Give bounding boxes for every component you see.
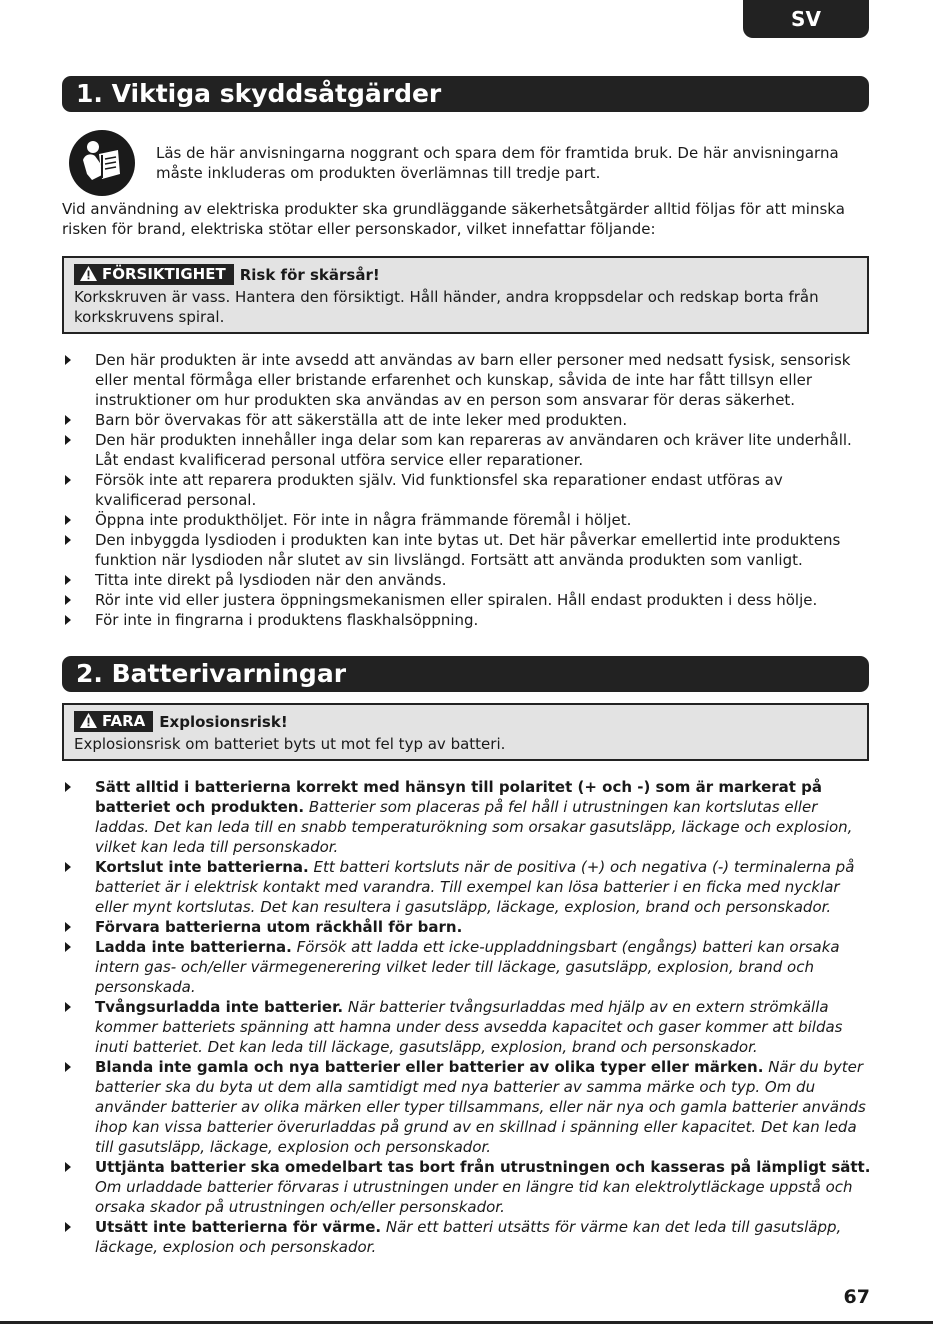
warning-triangle-icon	[80, 713, 97, 728]
list-item	[62, 470, 874, 510]
list-item	[62, 530, 874, 570]
list-item	[62, 590, 874, 610]
list-item-italic: Ett batteri kortsluts när de positiva (+) och negativa (-) terminalerna på batteriet är i elektrisk kontakt med varandra. Till exempel kan lösa batterier i en ficka med nycklar eller mynt kortslutas. Det kan resultera i gasutsläpp, läckage, explosion, brand och personskador.	[95, 858, 855, 916]
bullet-icon	[65, 535, 71, 545]
list-item-italic: När ett batteri utsätts för värme kan det leda till gasutsläpp, läckage, explosion och personskador.	[95, 1218, 842, 1256]
intro-text: Läs de här anvisningarna noggrant och spara dem för framtida bruk. De här anvisningarna måste inkluderas om produkten överlämnas till tredje part.	[156, 144, 839, 182]
bullet-icon	[65, 782, 71, 792]
bullet-icon	[65, 435, 71, 445]
caution-text: Korkskruven är vass. Hantera den försiktigt. Håll händer, andra kroppsdelar och redskap borta från korkskruvens spiral.	[74, 288, 819, 326]
list-item-text: Öppna inte produkthöljet. För inte in några främmande föremål i höljet.	[95, 511, 632, 529]
list-item	[62, 1217, 874, 1257]
bullet-icon	[65, 415, 71, 425]
list-item-bold: Kortslut inte batterierna.	[95, 858, 309, 876]
danger-header	[74, 711, 857, 733]
list-item	[62, 610, 874, 630]
list-item	[62, 430, 874, 470]
section-1-heading: 1. Viktiga skyddsåtgärder	[62, 76, 869, 112]
list-item-text: Barn bör övervakas för att säkerställa att de inte leker med produkten.	[95, 411, 628, 429]
danger-box	[62, 703, 869, 761]
list-item-italic: Om urladdade batterier förvaras i utrustningen under en längre tid kan elektrolytläckage uppstå och orsaka skador på utrustningen och/eller personskador.	[95, 1178, 853, 1216]
page-number: 67	[843, 1286, 870, 1308]
list-item-bold: Tvångsurladda inte batterier.	[95, 998, 344, 1016]
bullet-icon	[65, 922, 71, 932]
list-item-text: Den här produkten innehåller inga delar som kan repareras av användaren och kräver lite underhåll. Låt endast kvalificerad personal utföra service eller reparationer.	[95, 431, 852, 469]
list-item-text: Rör inte vid eller justera öppningsmekanismen eller spiralen. Håll endast produkten i dess hölje.	[95, 591, 818, 609]
list-item	[62, 570, 874, 590]
caution-heading: Risk för skärsår!	[239, 266, 380, 284]
list-item-italic: Batterier som placeras på fel håll i utrustningen kan kortslutas eller laddas. Det kan leda till en snabb temperaturökning som orsakar gasutsläpp, läckage och explosion, vilket kan leda till personskador.	[95, 798, 853, 856]
caution-header	[74, 264, 857, 286]
list-item	[62, 350, 874, 410]
bullet-icon	[65, 942, 71, 952]
bullet-icon	[65, 1162, 71, 1172]
list-item	[62, 777, 874, 857]
caution-badge-label: FÖRSIKTIGHET	[102, 265, 226, 283]
bullet-icon	[65, 515, 71, 525]
danger-badge	[74, 711, 153, 732]
list-item-text: För inte in fingrarna i produktens flaskhalsöppning.	[95, 611, 479, 629]
bullet-icon	[65, 862, 71, 872]
list-item-italic: När du byter batterier ska du byta ut dem alla samtidigt med nya batterier av samma märke och typ. Om du använder batterier av olika märken eller typer tillsammans, eller när nya och gamla batterier används ihop kan vissa batterier överurladdas på grund av en skillnad i spänning eller kapacitet. Det kan leda till gasutsläpp, läckage, explosion och personskador.	[95, 1058, 866, 1156]
danger-text: Explosionsrisk om batteriet byts ut mot fel typ av batteri.	[74, 735, 506, 753]
list-item	[62, 410, 874, 430]
list-item-italic: Försök att ladda ett icke-uppladdningsbart (engångs) batteri kan orsaka intern gas- och/eller värmegenerering vilket leder till läckage, gasutsläpp, explosion, brand och personskada.	[95, 938, 840, 996]
section-2-heading: 2. Batterivarningar	[62, 656, 869, 692]
bullet-icon	[65, 1002, 71, 1012]
bullet-icon	[65, 355, 71, 365]
list-item-bold: Blanda inte gamla och nya batterier eller batterier av olika typer eller märken.	[95, 1058, 764, 1076]
list-item-bold: Sätt alltid i batterierna korrekt med hänsyn till polaritet (+ och -) som är markerat på batteriet och produkten.	[95, 778, 823, 816]
bullet-icon	[65, 615, 71, 625]
list-item-bold: Ladda inte batterierna.	[95, 938, 292, 956]
list-item-text: Den inbyggda lysdioden i produkten kan inte bytas ut. Det här påverkar emellertid inte produktens funktion när lysdioden når slutet av sin livslängd. Fortsätt att använda produkten som vanligt.	[95, 531, 841, 569]
bullet-icon	[65, 575, 71, 585]
list-item	[62, 937, 874, 997]
list-item	[62, 510, 874, 530]
safety-paragraph: Vid användning av elektriska produkter ska grundläggande säkerhetsåtgärder alltid följas för att minska risken för brand, elektriska stötar eller personskador, vilket innefattar följande:	[62, 200, 845, 238]
danger-badge-label: FARA	[102, 712, 146, 730]
list-item-text: Den här produkten är inte avsedd att användas av barn eller personer med nedsatt fysisk, sensorisk eller mental förmåga eller bristande erfarenhet och kunskap, såvida de inte har fått tillsyn eller instruktioner om hur produkten ska användas av en person som ansvarar för deras säkerhet.	[95, 351, 851, 409]
list-item	[62, 1057, 874, 1157]
bullet-icon	[65, 1222, 71, 1232]
list-item	[62, 857, 874, 917]
caution-box	[62, 256, 869, 334]
list-item-bold: Förvara batterierna utom räckhåll för barn.	[95, 918, 463, 936]
list-item-bold: Utsätt inte batterierna för värme.	[95, 1218, 382, 1236]
danger-heading: Explosionsrisk!	[159, 713, 288, 731]
warning-triangle-icon	[80, 266, 97, 281]
list-item	[62, 917, 874, 937]
caution-badge	[74, 264, 234, 285]
language-tab: SV	[743, 0, 869, 38]
list-item	[62, 997, 874, 1057]
bullet-icon	[65, 1062, 71, 1072]
list-item	[62, 1157, 874, 1217]
battery-bullet-list	[62, 777, 874, 1257]
bullet-icon	[65, 595, 71, 605]
list-item-bold: Uttjänta batterier ska omedelbart tas bort från utrustningen och kasseras på lämpligt sätt.	[95, 1158, 871, 1176]
safety-bullet-list	[62, 350, 874, 630]
list-item-italic: När batterier tvångsurladdas med hjälp av en extern strömkälla kommer batteriets spänning att hamna under dess avsedda kapacitet och gaser kommer att bildas inuti batteriet. Det kan leda till läckage, gasutsläpp, explosion, brand och personskador.	[95, 998, 843, 1056]
list-item-text: Titta inte direkt på lysdioden när den används.	[95, 571, 447, 589]
read-manual-icon	[69, 130, 135, 196]
bullet-icon	[65, 475, 71, 485]
list-item-text: Försök inte att reparera produkten själv. Vid funktionsfel ska reparationer endast utföras av kvalificerad personal.	[95, 471, 783, 509]
